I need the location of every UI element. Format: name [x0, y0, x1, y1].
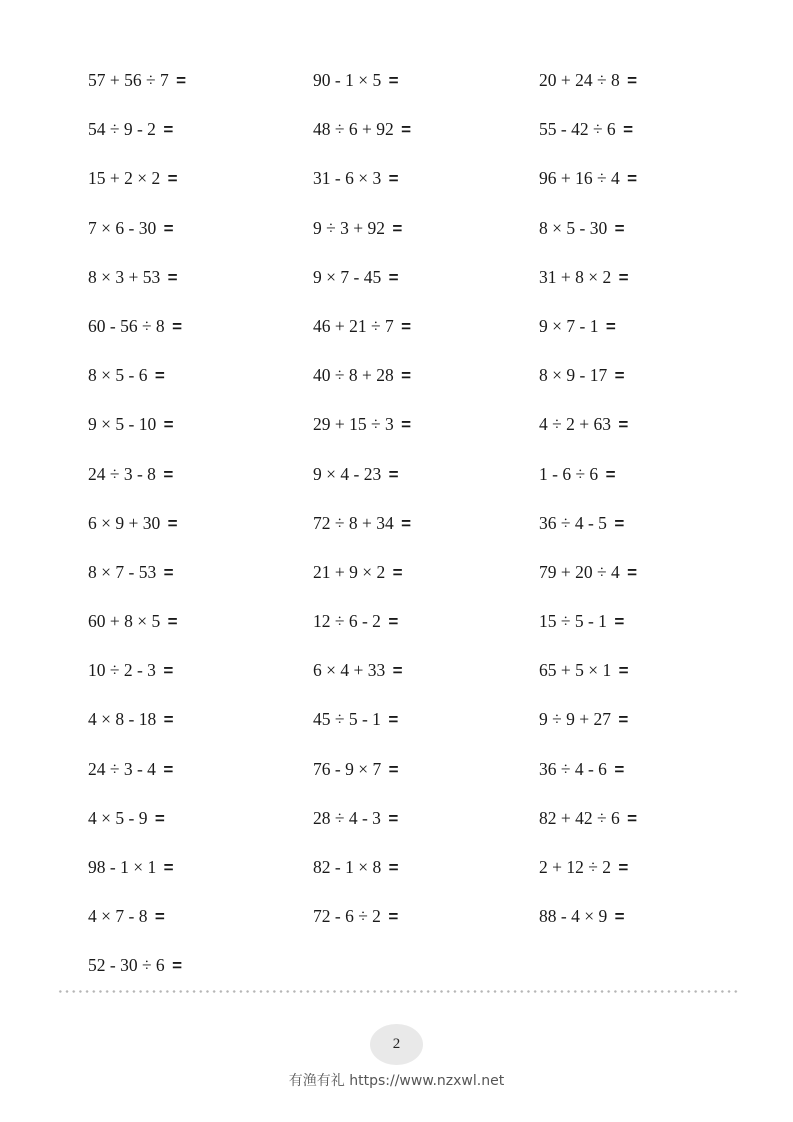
problem-expression: 88 - 4 × 9 [539, 906, 608, 927]
equals-sign: = [392, 562, 403, 582]
math-problem [313, 314, 533, 363]
math-problem [539, 216, 759, 265]
problem-expression: 72 ÷ 8 + 34 [313, 512, 394, 533]
equals-sign: = [401, 120, 412, 140]
math-problem [539, 707, 759, 756]
math-problem [539, 658, 759, 707]
problem-column-2 [313, 68, 533, 953]
equals-sign: = [163, 415, 174, 435]
problem-expression: 55 - 42 ÷ 6 [539, 119, 616, 140]
equals-sign: = [167, 169, 178, 189]
equals-sign: = [605, 464, 616, 484]
math-problem [313, 462, 533, 511]
problem-expression: 9 × 5 - 10 [88, 414, 157, 435]
math-problem [313, 658, 533, 707]
equals-sign: = [627, 169, 638, 189]
equals-sign: = [163, 661, 174, 681]
problem-expression: 60 - 56 ÷ 8 [88, 315, 165, 336]
problem-expression: 72 - 6 ÷ 2 [313, 906, 381, 927]
equals-sign: = [392, 661, 403, 681]
math-problem [539, 462, 759, 511]
problem-expression: 96 + 16 ÷ 4 [539, 168, 620, 189]
equals-sign: = [618, 858, 629, 877]
problem-expression: 4 ÷ 2 + 63 [539, 414, 611, 435]
equals-sign: = [167, 513, 178, 533]
equals-sign: = [172, 956, 182, 976]
equals-sign: = [388, 464, 399, 484]
problem-expression: 40 ÷ 8 + 28 [313, 365, 394, 386]
dotted-separator [57, 990, 738, 993]
math-problem [88, 117, 308, 166]
math-problem [88, 412, 308, 461]
math-problem [88, 265, 308, 314]
math-problem [313, 216, 533, 265]
math-problem [313, 707, 533, 756]
problem-expression: 2 + 12 ÷ 2 [539, 857, 611, 877]
math-problem [313, 166, 533, 215]
equals-sign: = [163, 710, 174, 730]
equals-sign: = [388, 169, 399, 189]
problem-expression: 28 ÷ 4 - 3 [313, 807, 381, 828]
equals-sign: = [618, 415, 629, 435]
equals-sign: = [614, 513, 625, 533]
equals-sign: = [401, 316, 412, 336]
math-problem [539, 806, 759, 855]
problem-expression: 8 × 7 - 53 [88, 561, 157, 582]
problem-expression: 52 - 30 ÷ 6 [88, 955, 165, 976]
math-problem [539, 363, 759, 412]
problem-expression: 8 × 9 - 17 [539, 365, 608, 386]
math-problem [88, 314, 308, 363]
math-problem [539, 314, 759, 363]
problem-expression: 60 + 8 × 5 [88, 611, 161, 632]
problem-expression: 4 × 8 - 18 [88, 709, 157, 730]
equals-sign: = [388, 710, 399, 730]
math-problem [313, 904, 533, 953]
equals-sign: = [163, 759, 174, 779]
problem-expression: 24 ÷ 3 - 8 [88, 463, 156, 484]
math-problem [313, 117, 533, 166]
equals-sign: = [172, 316, 182, 336]
problem-column-3 [539, 68, 759, 953]
math-problem [313, 609, 533, 658]
problem-expression: 31 - 6 × 3 [313, 168, 382, 189]
problem-expression: 79 + 20 ÷ 4 [539, 561, 620, 582]
problem-expression: 82 - 1 × 8 [313, 857, 382, 877]
problem-expression: 48 ÷ 6 + 92 [313, 119, 394, 140]
equals-sign: = [401, 415, 412, 435]
equals-sign: = [176, 71, 187, 90]
equals-sign: = [388, 267, 399, 287]
equals-sign: = [627, 808, 638, 828]
math-problem [88, 855, 308, 904]
problem-expression: 36 ÷ 4 - 5 [539, 512, 607, 533]
equals-sign: = [388, 808, 399, 828]
math-problem [88, 953, 308, 1002]
math-problem [313, 560, 533, 609]
math-problem [313, 855, 533, 904]
math-problem [539, 68, 759, 117]
math-problem [88, 757, 308, 806]
equals-sign: = [623, 120, 633, 140]
problem-expression: 82 + 42 ÷ 6 [539, 807, 620, 828]
problem-expression: 9 ÷ 3 + 92 [313, 217, 385, 238]
problem-expression: 8 × 5 - 6 [88, 365, 148, 386]
equals-sign: = [167, 267, 178, 287]
page-number: 2 [392, 1036, 401, 1052]
math-problem [313, 265, 533, 314]
math-problem [88, 707, 308, 756]
math-problem [313, 363, 533, 412]
equals-sign: = [167, 612, 178, 632]
problem-expression: 24 ÷ 3 - 4 [88, 758, 156, 779]
math-problem [88, 904, 308, 953]
math-problem [88, 216, 308, 265]
equals-sign: = [388, 71, 399, 90]
equals-sign: = [163, 562, 174, 582]
equals-sign: = [614, 907, 625, 927]
problem-expression: 9 × 4 - 23 [313, 463, 382, 484]
equals-sign: = [163, 858, 174, 877]
math-problem [88, 68, 308, 117]
problem-expression: 21 + 9 × 2 [313, 561, 386, 582]
equals-sign: = [392, 218, 403, 238]
problem-expression: 65 + 5 × 1 [539, 660, 612, 681]
problem-expression: 29 + 15 ÷ 3 [313, 414, 394, 435]
equals-sign: = [388, 612, 399, 632]
equals-sign: = [163, 218, 174, 238]
math-problem [88, 166, 308, 215]
equals-sign: = [614, 759, 625, 779]
math-problem [88, 363, 308, 412]
problem-expression: 6 × 9 + 30 [88, 512, 161, 533]
page-number-badge [370, 1024, 423, 1065]
problem-expression: 4 × 5 - 9 [88, 807, 148, 828]
footer-site-text: 有渔有礼 https://www.nzxwl.net [288, 1073, 505, 1089]
math-problem [539, 904, 759, 953]
math-problem [313, 806, 533, 855]
equals-sign: = [154, 808, 165, 828]
problem-expression: 9 × 7 - 45 [313, 266, 382, 287]
problem-expression: 6 × 4 + 33 [313, 660, 386, 681]
problem-expression: 90 - 1 × 5 [313, 70, 382, 90]
problem-expression: 76 - 9 × 7 [313, 758, 382, 779]
problem-expression: 9 × 7 - 1 [539, 315, 599, 336]
math-problem [539, 117, 759, 166]
math-problem [539, 166, 759, 215]
problem-expression: 15 ÷ 5 - 1 [539, 611, 607, 632]
problem-expression: 36 ÷ 4 - 6 [539, 758, 607, 779]
problem-expression: 98 - 1 × 1 [88, 857, 157, 877]
math-problem [539, 609, 759, 658]
equals-sign: = [401, 366, 412, 386]
problem-expression: 54 ÷ 9 - 2 [88, 119, 156, 140]
math-problem [88, 560, 308, 609]
problem-expression: 12 ÷ 6 - 2 [313, 611, 381, 632]
equals-sign: = [614, 612, 625, 632]
math-problem [539, 855, 759, 904]
math-problem [313, 412, 533, 461]
equals-sign: = [605, 316, 616, 336]
equals-sign: = [618, 710, 629, 730]
equals-sign: = [154, 907, 165, 927]
problem-expression: 4 × 7 - 8 [88, 906, 148, 927]
math-problem [539, 412, 759, 461]
math-problem [88, 806, 308, 855]
equals-sign: = [614, 366, 625, 386]
problem-expression: 8 × 3 + 53 [88, 266, 161, 287]
equals-sign: = [388, 759, 399, 779]
equals-sign: = [154, 366, 165, 386]
equals-sign: = [163, 120, 174, 140]
problem-expression: 31 + 8 × 2 [539, 266, 612, 287]
problem-expression: 7 × 6 - 30 [88, 217, 157, 238]
problem-column-1 [88, 68, 308, 1003]
problem-expression: 9 ÷ 9 + 27 [539, 709, 611, 730]
math-problem [88, 462, 308, 511]
math-problem [313, 511, 533, 560]
problem-expression: 1 - 6 ÷ 6 [539, 463, 599, 484]
math-problem [539, 511, 759, 560]
equals-sign: = [627, 71, 638, 90]
math-problem [313, 757, 533, 806]
equals-sign: = [163, 464, 174, 484]
problem-expression: 57 + 56 ÷ 7 [88, 70, 169, 90]
equals-sign: = [618, 267, 629, 287]
equals-sign: = [388, 907, 399, 927]
problem-expression: 15 + 2 × 2 [88, 168, 161, 189]
problem-expression: 8 × 5 - 30 [539, 217, 608, 238]
problem-expression: 46 + 21 ÷ 7 [313, 315, 394, 336]
equals-sign: = [401, 513, 412, 533]
equals-sign: = [618, 661, 629, 681]
problem-expression: 45 ÷ 5 - 1 [313, 709, 381, 730]
equals-sign: = [627, 562, 638, 582]
math-problem [539, 560, 759, 609]
equals-sign: = [388, 858, 399, 877]
math-problem [539, 757, 759, 806]
problem-expression: 20 + 24 ÷ 8 [539, 70, 620, 90]
math-problem [88, 511, 308, 560]
equals-sign: = [614, 218, 625, 238]
math-problem [88, 658, 308, 707]
math-problem [539, 265, 759, 314]
problem-expression: 10 ÷ 2 - 3 [88, 660, 156, 681]
math-problem [313, 68, 533, 117]
math-problem [88, 609, 308, 658]
